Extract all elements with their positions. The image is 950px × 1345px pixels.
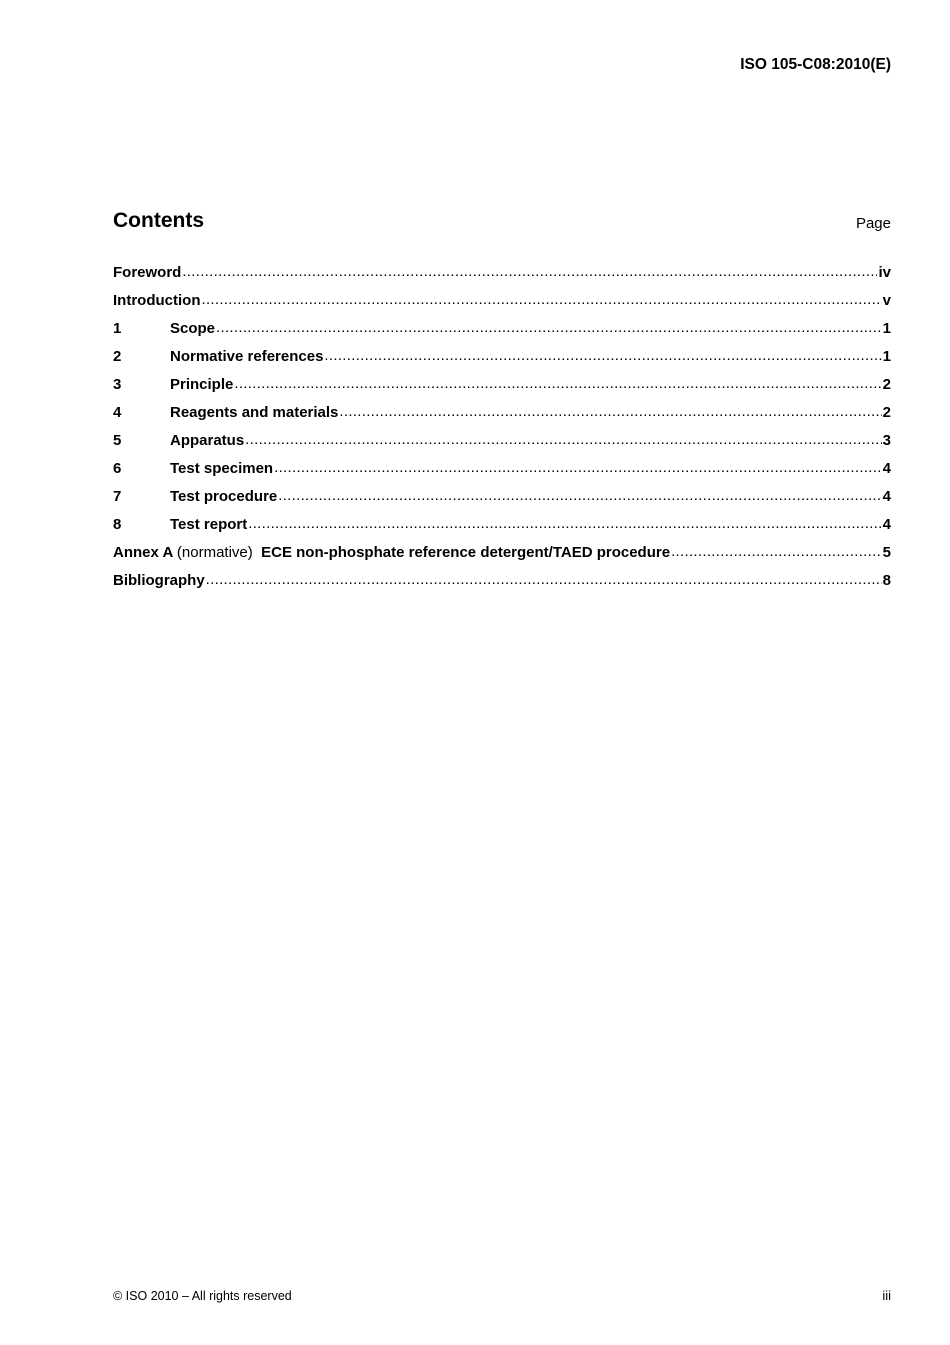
toc-entry-number: 7 <box>113 488 122 505</box>
toc-entry-label: Principle <box>170 376 234 393</box>
toc-entry-introduction[interactable] <box>113 292 891 320</box>
toc-entry-principle[interactable] <box>113 376 891 404</box>
toc-entry-test-procedure[interactable] <box>113 488 891 516</box>
footer-page-number: iii <box>882 1288 891 1303</box>
toc-entry-test-specimen[interactable] <box>113 460 891 488</box>
toc-entry-label: Reagents and materials <box>170 404 339 421</box>
toc-entry-page: 2 <box>882 376 891 393</box>
toc-entry-scope[interactable] <box>113 320 891 348</box>
toc-entry-page: 4 <box>882 516 891 533</box>
toc-entry-label: Scope <box>170 320 216 337</box>
annex-designation: Annex A <box>113 544 173 561</box>
page-column-label: Page <box>855 215 891 232</box>
toc-entry-label: Bibliography <box>113 572 205 589</box>
toc-entry-normative-references[interactable] <box>113 348 891 376</box>
toc-entry-page: 4 <box>882 488 891 505</box>
dot-leader <box>182 263 877 280</box>
dot-leader <box>671 543 882 560</box>
toc-entry-number: 1 <box>113 320 122 337</box>
toc-entry-label: Foreword <box>113 264 182 281</box>
toc-entry-page: 3 <box>882 432 891 449</box>
dot-leader <box>278 487 881 504</box>
dot-leader <box>234 375 881 392</box>
table-of-contents <box>113 264 891 600</box>
document-identifier: ISO 105-C08:2010(E) <box>740 56 891 73</box>
toc-entry-page: 2 <box>882 404 891 421</box>
toc-entry-page: 4 <box>882 460 891 477</box>
toc-entry-number: 4 <box>113 404 122 421</box>
dot-leader <box>201 291 881 308</box>
annex-status: (normative) <box>176 544 253 561</box>
toc-entry-apparatus[interactable] <box>113 432 891 460</box>
toc-entry-foreword[interactable] <box>113 264 891 292</box>
toc-entry-label <box>113 544 670 561</box>
dot-leader <box>206 571 882 588</box>
toc-entry-page: iv <box>878 264 891 281</box>
dot-leader <box>245 431 881 448</box>
dot-leader <box>216 319 882 336</box>
dot-leader <box>324 347 881 364</box>
toc-entry-reagents-and-materials[interactable] <box>113 404 891 432</box>
toc-entry-label: Test procedure <box>170 488 278 505</box>
toc-entry-bibliography[interactable] <box>113 572 891 600</box>
toc-entry-number: 5 <box>113 432 122 449</box>
toc-entry-test-report[interactable] <box>113 516 891 544</box>
footer-copyright: © ISO 2010 – All rights reserved <box>113 1289 292 1303</box>
toc-entry-label: Apparatus <box>170 432 245 449</box>
annex-title: ECE non-phosphate reference detergent/TAED procedure <box>261 544 671 561</box>
toc-entry-annex-a[interactable] <box>113 544 891 572</box>
toc-entry-label: Test specimen <box>170 460 274 477</box>
contents-heading: Contents <box>113 209 204 232</box>
dot-leader <box>248 515 881 532</box>
toc-entry-number: 3 <box>113 376 122 393</box>
toc-entry-number: 6 <box>113 460 122 477</box>
toc-entry-page: 8 <box>882 572 891 589</box>
dot-leader <box>339 403 881 420</box>
toc-entry-label: Normative references <box>170 348 324 365</box>
toc-entry-page: v <box>882 292 891 309</box>
toc-entry-label: Introduction <box>113 292 201 309</box>
toc-entry-number: 2 <box>113 348 122 365</box>
toc-entry-page: 1 <box>882 348 891 365</box>
toc-entry-page: 5 <box>882 544 891 561</box>
toc-entry-label: Test report <box>170 516 248 533</box>
toc-entry-page: 1 <box>882 320 891 337</box>
dot-leader <box>274 459 882 476</box>
toc-entry-number: 8 <box>113 516 122 533</box>
